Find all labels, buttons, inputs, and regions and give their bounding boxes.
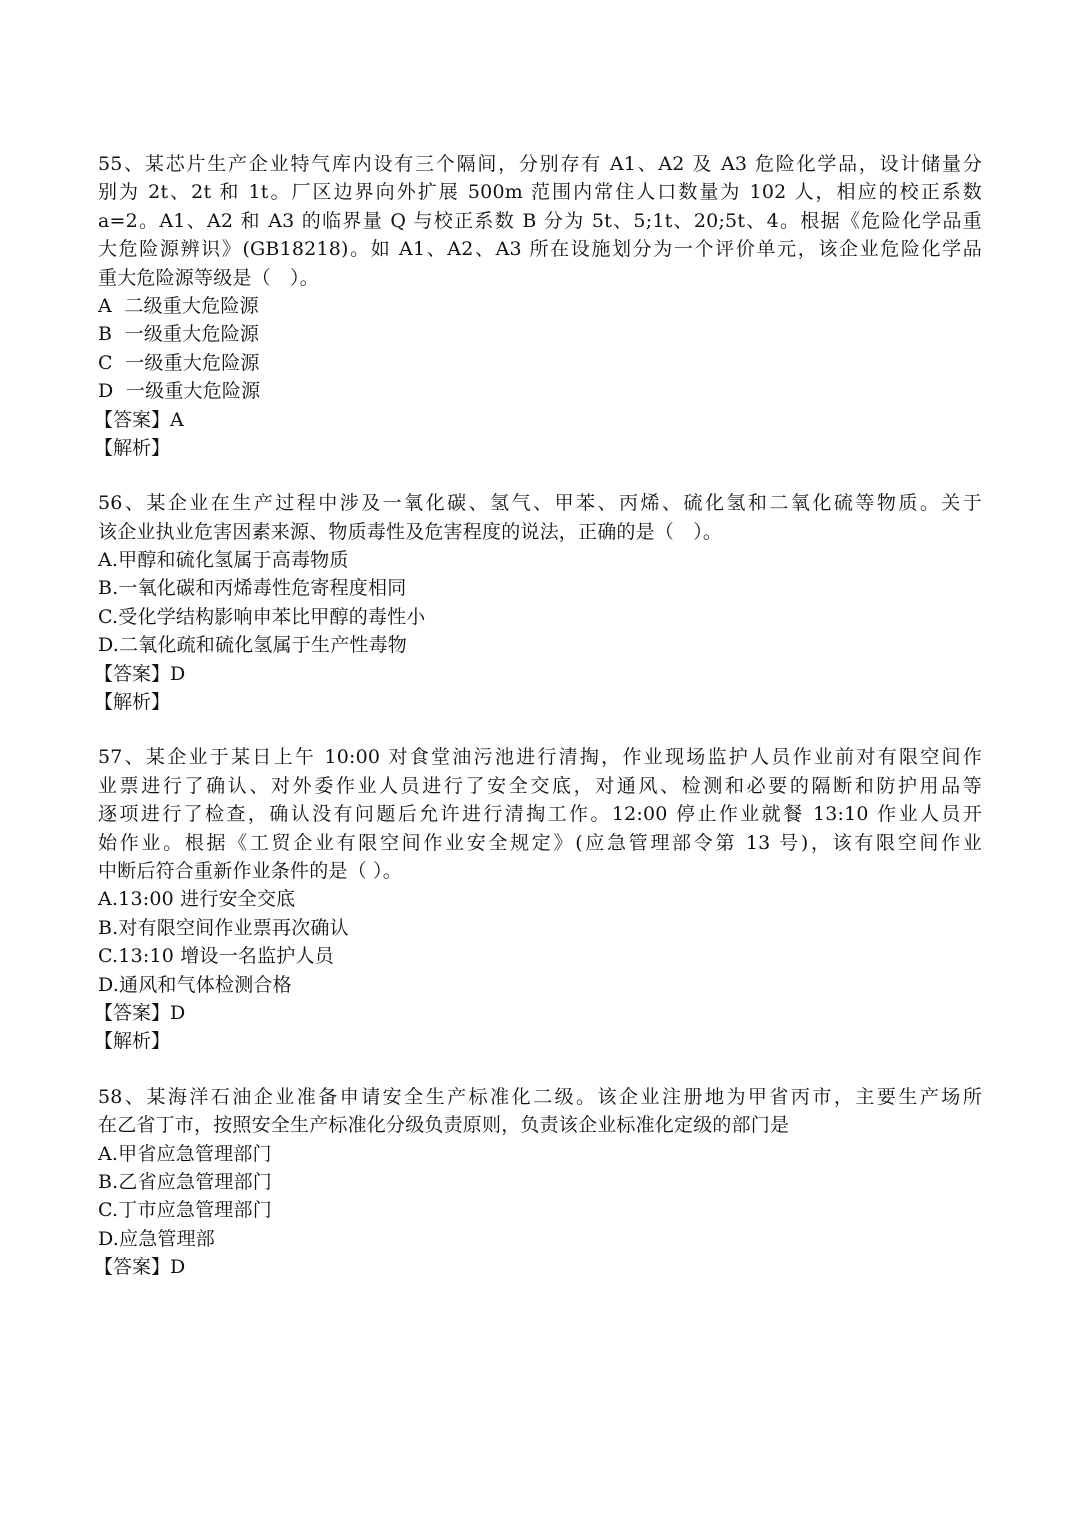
analysis-label: 【解析】 bbox=[94, 1030, 171, 1053]
answer-label: 【答案】A bbox=[94, 408, 184, 431]
option-c: C 一级重大危险源 bbox=[98, 351, 260, 374]
option-b: B.乙省应急管理部门 bbox=[98, 1170, 273, 1193]
option-b: B.对有限空间作业票再次确认 bbox=[98, 916, 349, 939]
question-55 bbox=[94, 150, 988, 462]
option-d: D 一级重大危险源 bbox=[98, 380, 261, 403]
question-stem-line: 该企业执业危害因素来源、物质毒性及危害程度的说法，正确的是（ ）。 bbox=[98, 520, 723, 543]
option-a: A.甲醇和硫化氢属于高毒物质 bbox=[98, 549, 349, 572]
option-b: B 一级重大危险源 bbox=[98, 323, 260, 346]
option-d: D.二氧化疏和硫化氢属于生产性毒物 bbox=[98, 634, 407, 657]
option-a: A.甲省应急管理部门 bbox=[98, 1142, 272, 1165]
question-stem-line: 重大危险源等级是（ ）。 bbox=[98, 266, 319, 289]
option-c: C.丁市应急管理部门 bbox=[98, 1199, 272, 1222]
analysis-label: 【解析】 bbox=[94, 691, 171, 714]
question-56 bbox=[94, 489, 988, 716]
question-stem-line: 55、某芯片生产企业特气库内设有三个隔间，分别存有 A1、A2 及 A3 危险化学品，设计储量分 bbox=[98, 153, 982, 175]
question-stem-line: 58、某海洋石油企业准备申请安全生产标准化二级。该企业注册地为甲省丙市，主要生产场所 bbox=[98, 1085, 982, 1108]
option-d: D.应急管理部 bbox=[98, 1227, 215, 1250]
question-stem-line: 别为 2t、2t 和 1t。厂区边界向外扩展 500m 范围内常住人口数量为 102 人，相应的校正系数 bbox=[98, 181, 982, 204]
question-58 bbox=[94, 1083, 988, 1282]
option-c: C.受化学结构影响申苯比甲醇的毒性小 bbox=[98, 605, 426, 628]
question-57 bbox=[94, 743, 988, 1055]
answer-label: 【答案】D bbox=[94, 1256, 186, 1279]
analysis-label: 【解析】 bbox=[94, 436, 171, 459]
question-stem-line: 大危险源辨识》(GB18218)。如 A1、A2、A3 所在设施划分为一个评价单元，该企业危险化学品 bbox=[98, 238, 982, 261]
question-stem-line: 56、某企业在生产过程中涉及一氧化碳、氢气、甲苯、丙烯、硫化氢和二氧化硫等物质。关于 bbox=[98, 492, 982, 515]
question-stem-line: 始作业。根据《工贸企业有限空间作业安全规定》(应急管理部令第 13 号)，该有限空间作业 bbox=[98, 831, 982, 854]
option-b: B.一氧化碳和丙烯毒性危寄程度相同 bbox=[98, 577, 407, 600]
question-stem-line: 在乙省丁市，按照安全生产标准化分级负责原则，负责该企业标准化定级的部门是 bbox=[98, 1114, 790, 1137]
option-a: A.13:00 进行安全交底 bbox=[98, 888, 296, 911]
question-stem-line: 业票进行了确认、对外委作业人员进行了安全交底，对通风、检测和必要的隔断和防护用品等 bbox=[98, 774, 982, 797]
question-stem-line: a=2。A1、A2 和 A3 的临界量 Q 与校正系数 B 分为 5t、5;1t、20;5t、4。根据《危险化学品重 bbox=[98, 209, 982, 232]
question-stem-line: 逐项进行了检查，确认没有问题后允许进行清掏工作。12:00 停止作业就餐 13:10 作业人员开 bbox=[98, 803, 982, 826]
answer-label: 【答案】D bbox=[94, 1001, 186, 1024]
option-a: A 二级重大危险源 bbox=[98, 294, 259, 317]
option-c: C.13:10 增设一名监护人员 bbox=[98, 945, 334, 968]
question-stem-line: 中断后符合重新作业条件的是（ ）。 bbox=[98, 859, 402, 882]
question-stem-line: 57、某企业于某日上午 10:00 对食堂油污池进行清掏，作业现场监护人员作业前对有限空间作 bbox=[98, 746, 982, 769]
answer-label: 【答案】D bbox=[94, 662, 186, 685]
option-d: D.通风和气体检测合格 bbox=[98, 973, 292, 996]
document-page bbox=[94, 150, 988, 1308]
